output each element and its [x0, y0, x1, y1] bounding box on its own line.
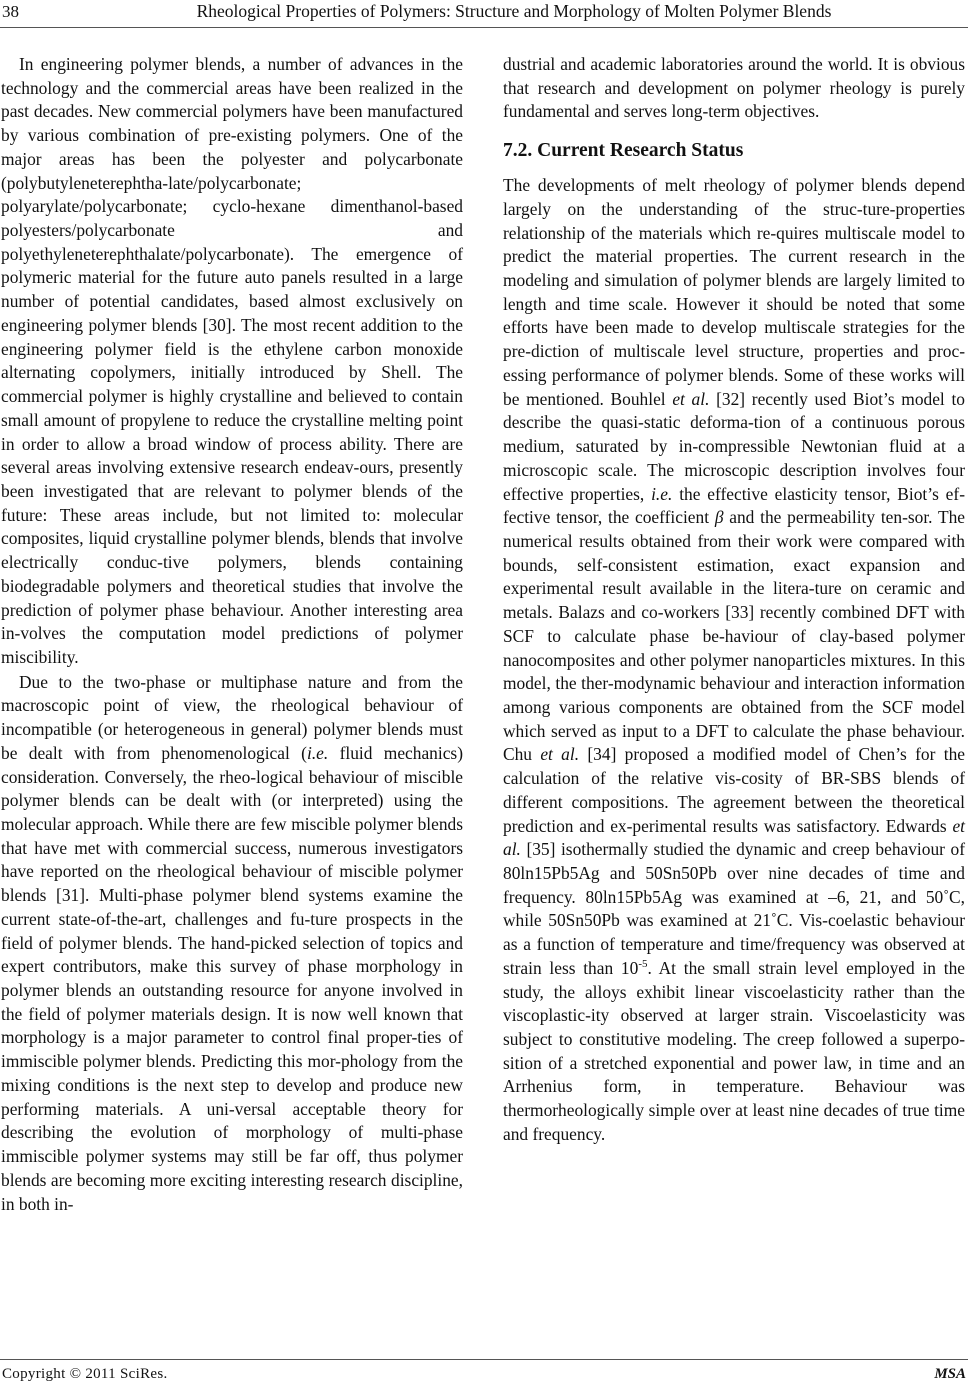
footer-rule [0, 1359, 968, 1360]
paragraph: Due to the two-phase or multiphase nature and from the macroscopic point of view, the rheological behaviour of incompatible (or heterogeneous in general) polymer blends must be dealt with from phenomenological (i.e. fluid mechanics) consideration. Conversely, the rheo-logical behaviour of miscible polymer blends can be dealt with (or interpreted) using the molecular approach. While there are few miscible polymer blends that have met with commercial success, numerous investigators have reported on the rheological behaviour of miscible polymer blends [31]. Multi-phase polymer blend systems examine the current state-of-the-art, challenges and fu-ture prospects in the field of polymer blends. The hand-picked selection of topics and expert contributors, make this survey of phase morphology in polymer blends an outstanding resource for anyone involved in the field of polymer materials design. It is now well known that morphology is a major parameter to control final proper-ties of immiscible polymer blends. Predicting this mor-phology from the mixing conditions is the next step to develop and produce new performing materials. A uni-versal acceptable theory for describing the evolution of morphology of multi-phase immiscible polymer systems may still be far off, thus polymer blends are becoming more exciting interesting research discipline, in both in- [1, 671, 463, 1214]
right-column [503, 53, 965, 1147]
paragraph: In engineering polymer blends, a number of advances in the technology and the commercial areas have been realized in the past decades. New commercial polymers have been manufactured by various combination of pre-existing polymers. One of the major areas has been the polyester and polycarbonate (polybutyleneterephtha-late/polycarbonate; polyarylate/polycarbonate; cyclo-hexane dimenthanol-based polyesters/polycarbonate and polyethyleneterephthalate/polycarbonate). The emergence of polymeric material for the future auto panels resulted in a large number of potential candidates, based almost exclusively on engineering polymer blends [30]. The most recent addition to the engineering polymer field is the ethylene carbon monoxide alternating copolymers, initially introduced by Shell. The commercial polymer is highly crystalline and believed to contain small amount of propylene to reduce the crystalline melting point in order to allow a broad window of process ability. There are several areas involving extensive research endeav-ours, presently been investigated that are relevant to polymer blends of the future: These areas include, but not limited to: molecular composites, liquid crystalline polymer blends, blends that involve electrically conduc-tive polymers, blends containing biodegradable polymers and theoretical studies that involve the prediction of polymer phase behaviour. Another interesting area in-volves the computation model predictions of polymer miscibility. [1, 54, 463, 667]
journal-abbreviation: MSA [934, 1366, 966, 1382]
section-heading: 7.2. Current Research Status [503, 140, 744, 162]
paragraph: dustrial and academic laboratories around the world. It is obvious that research and development on polymer rheology is purely fundamental and serves long-term objectives. [503, 54, 965, 122]
header-rule [0, 27, 968, 28]
paragraph: The developments of melt rheology of polymer blends depend largely on the understanding of the struc-ture-properties relationship of the materials which re-quires multiscale model to predict the material properties. The current research in the modeling and simulation of polymer blends are largely limited to length and time scale. However it should be noted that some efforts have been made to develop multiscale strategies for the pre-diction of multiscale level structure, properties and proc-essing performance of polymer blends. Some of these works will be mentioned. Bouhlel et al. [32] recently used Biot’s model to describe the quasi-static deforma-tion of a continuous porous medium, saturated by in-compressible Newtonian fluid at a microscopic scale. The microscopic description involves four effective properties, i.e. the effective elasticity tensor, Biot’s ef-fective tensor, the coefficient β and the permeability ten-sor. The numerical results obtained from their work were compared with bounds, self-consistent estimation, exact expansion and experimental result available in the litera-ture on ceramic and metals. Balazs and co-workers [33] recently combined DFT with SCF to calculate phase be-haviour of clay-based polymer nanocomposites and other polymer nanoparticles mixtures. In this model, the ther-modynamic behaviour and interaction information among various components are obtained from the SCF model which served as input to a DFT to calculate the phase behaviour. Chu et al. [34] proposed a modified model of Chen’s for the calculation of the relative vis-cosity of BR-SBS blends of different compositions. The agreement between the theoretical prediction and ex-perimental results was satisfactory. Edwards et al. [35] isothermally studied the dynamic and creep behaviour of 80ln15Pb5Ag and 50Sn50Pb over nine decades of time and frequency. 80ln15Pb5Ag was examined at –6, 21, and 50˚C, while 50Sn50Pb was examined at 21˚C. Vis-coelastic behaviour as a function of temperature and time/frequency was observed at strain less than $10^{-5}$. At the small strain level employed in the study, the alloys exhibit linear viscoelasticity rather than the viscoplastic-ity observed at larger strain. Viscoelasticity was subject to constitutive modeling. The creep followed a superpo-sition of a stretched exponential and power law, in time and an Arrhenius form, in temperature. Behaviour was thermorheologically simple over at least nine decades of true time and frequency. [503, 175, 966, 1144]
page-header [0, 0, 968, 30]
page-number: 38 [2, 2, 19, 21]
left-column [1, 53, 463, 1216]
running-title: Rheological Properties of Polymers: Structure and Morphology of Molten Polymer Blends [196, 1, 832, 21]
copyright-notice: Copyright © 2011 SciRes. [2, 1366, 168, 1382]
